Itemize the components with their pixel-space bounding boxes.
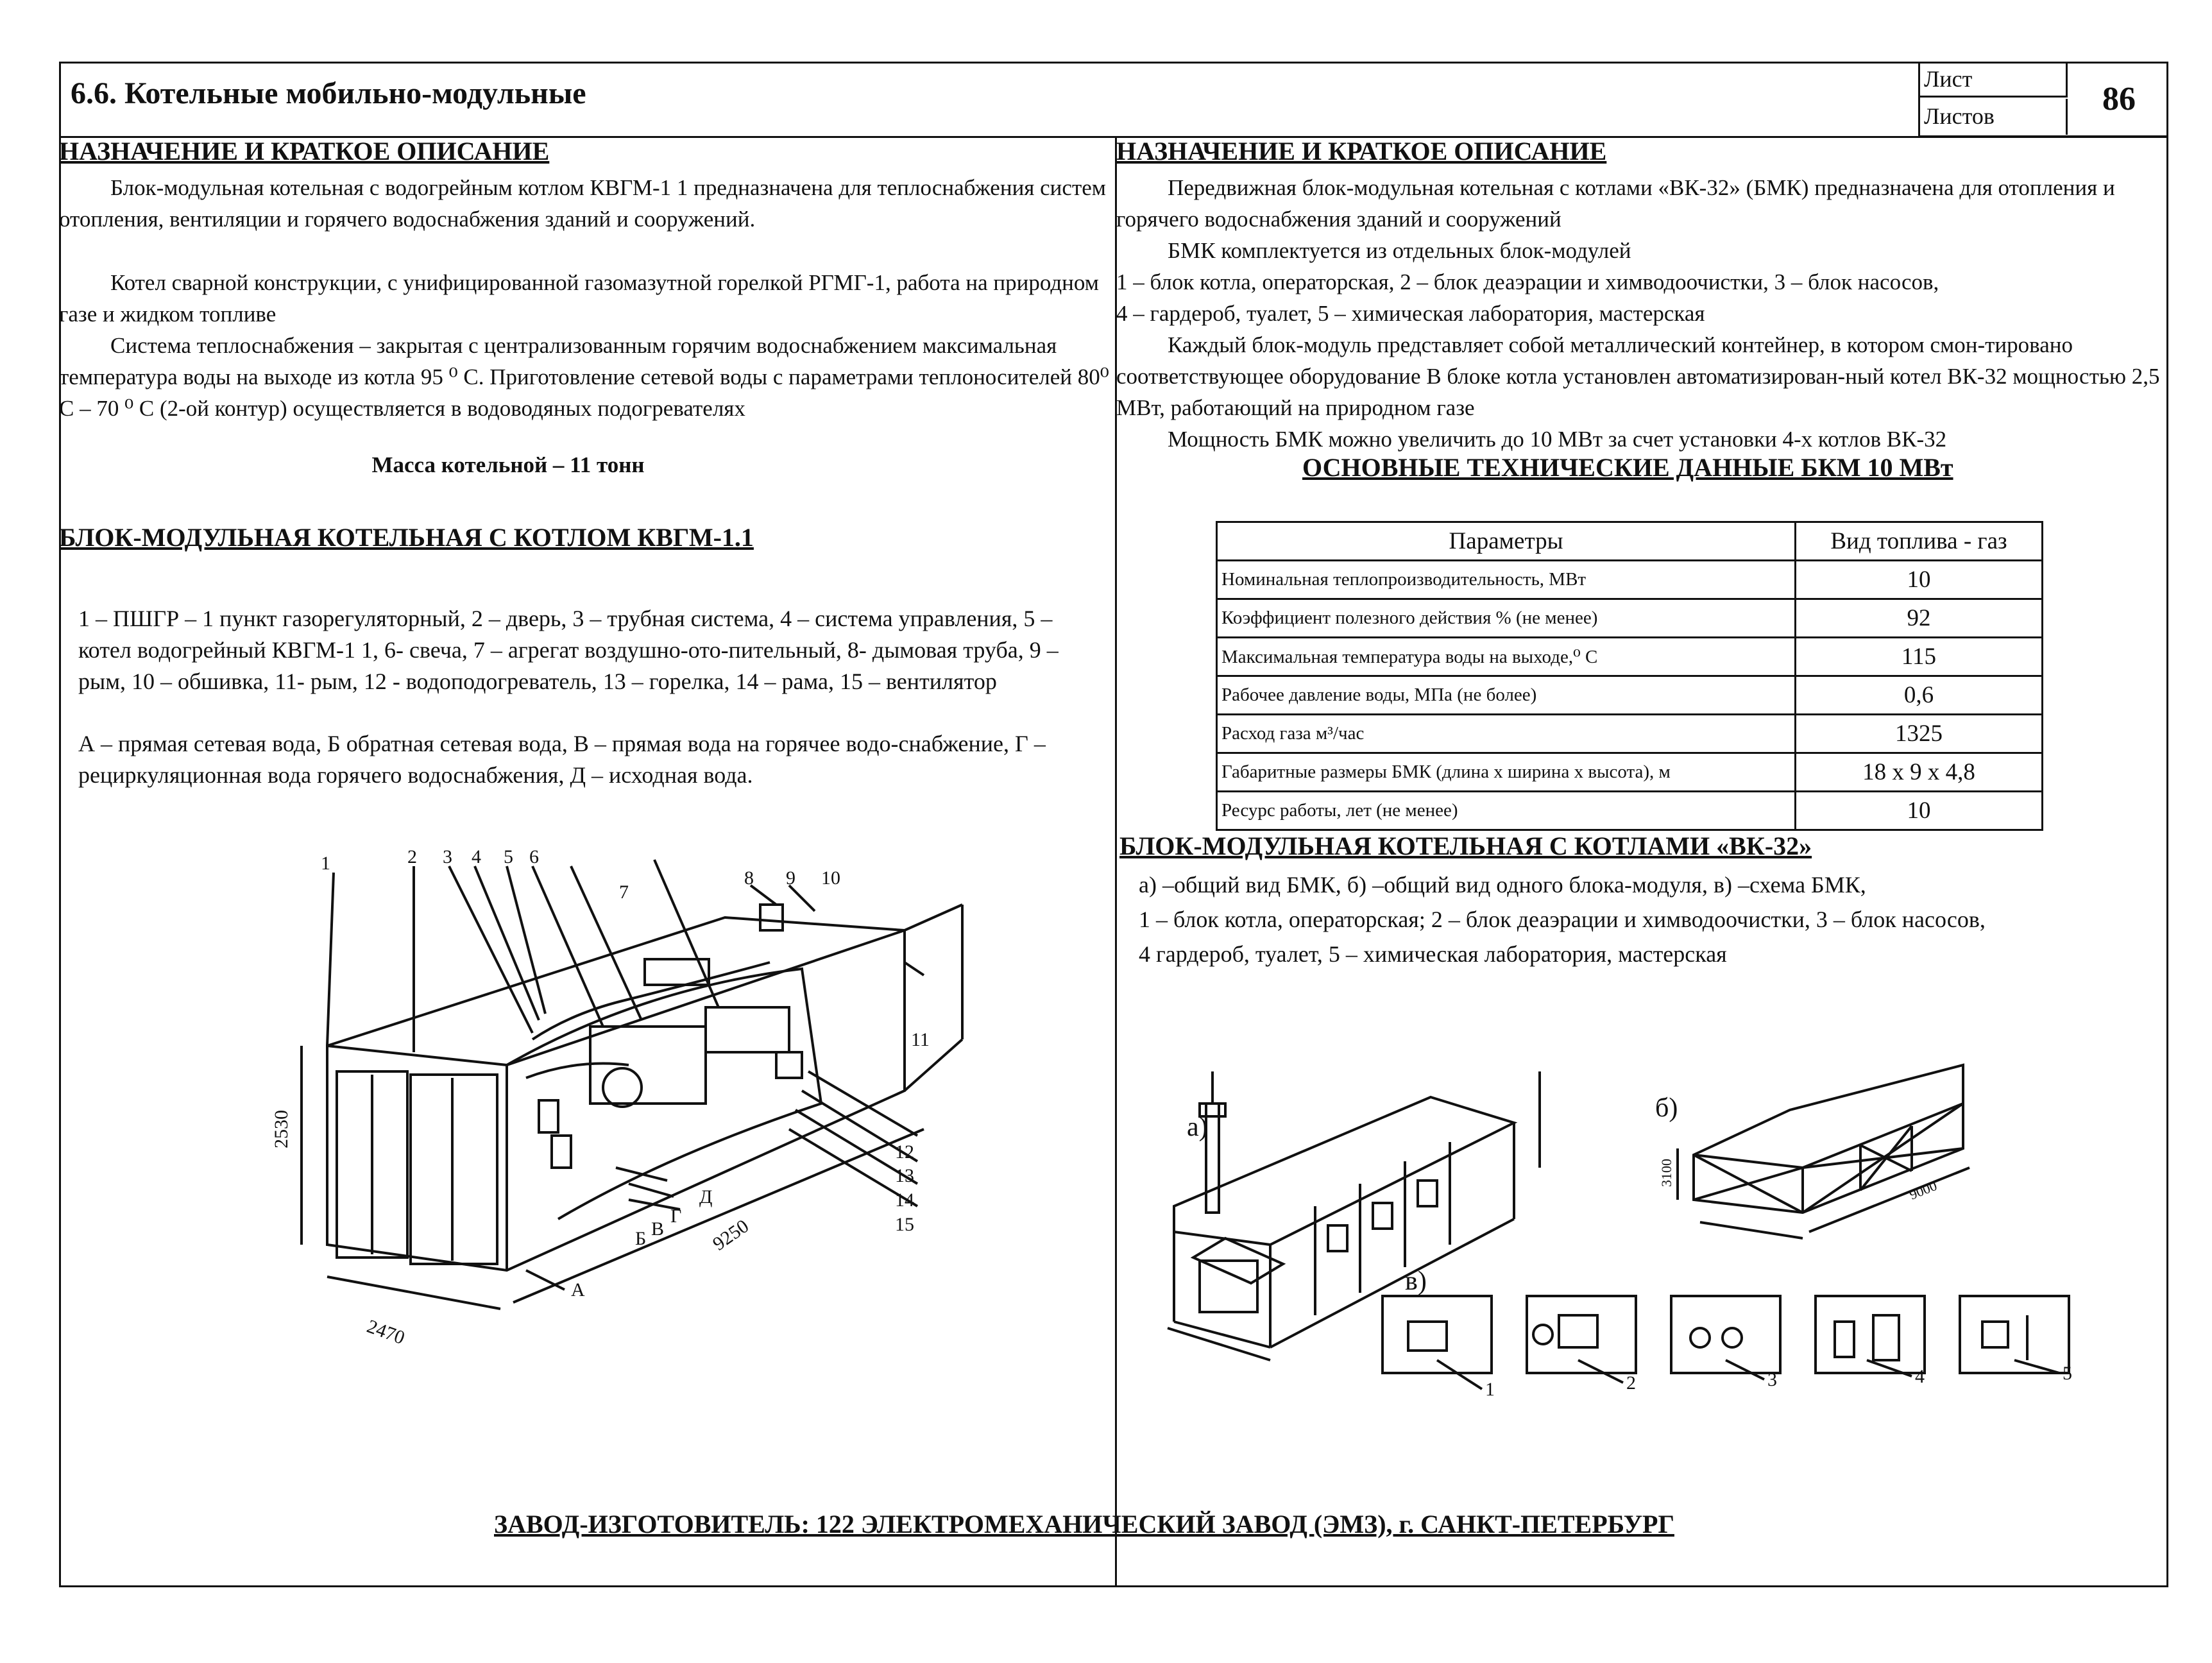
scheme-label-2: 2: [1626, 1372, 1636, 1394]
table-header-params: Параметры: [1217, 522, 1796, 561]
callout-15: 15: [895, 1214, 914, 1235]
label-a: а): [1187, 1113, 1208, 1142]
vk32-diagrams: [1155, 1039, 2117, 1399]
table-cell-value: 92: [1796, 599, 2043, 638]
sheet-info-box: [1918, 62, 2168, 137]
sheet-number: 86: [2102, 81, 2136, 117]
table-cell-param: Номинальная теплопроизводительность, МВт: [1217, 561, 1796, 599]
table-cell-param: Коэффициент полезного действия % (не менее): [1217, 599, 1796, 638]
table-cell-param: Габаритные размеры БМК (длина х ширина х высота), м: [1217, 753, 1796, 792]
tech-data-table: [1216, 521, 2043, 831]
callout-5: 5: [504, 846, 513, 867]
callout-9: 9: [786, 867, 795, 889]
table-row: [1217, 715, 2043, 753]
table-row: [1217, 792, 2043, 830]
table-row: [1217, 599, 2043, 638]
flow-g: Г: [670, 1206, 682, 1227]
boiler-mass: Масса котельной – 11 тонн: [371, 452, 645, 477]
callout-7: 7: [619, 882, 629, 903]
table-cell-param: Рабочее давление воды, МПа (не более): [1217, 676, 1796, 715]
left-paragraph-2: Котел сварной конструкции, с унифицированной газомазутной горелкой РГМГ-1, работа на природном газе и жидком топливе: [59, 270, 1099, 327]
right-paragraph-2: БМК комплектуется из отдельных блок-модулей: [1168, 238, 1631, 263]
vk32-caption-3: 4 гардероб, туалет, 5 – химическая лаборатория, мастерская: [1139, 941, 1727, 967]
page-title: 6.6. Котельные мобильно-модульные: [71, 76, 586, 110]
left-paragraph-3: Система теплоснабжения – закрытая с централизованным горячим водоснабжением максимальная температура воды на выходе из котла 95 ⁰ С. Приготовление сетевой воды с параметрами теплоносителей 80⁰ С – 70 ⁰ С (2-ой контур) осуществляется в водоводяных подогревателях: [59, 333, 1109, 421]
callout-2: 2: [407, 846, 417, 867]
scheme-label-5: 5: [2063, 1363, 2072, 1384]
callout-1: 1: [321, 853, 330, 874]
left-heading-description: НАЗНАЧЕНИЕ И КРАТКОЕ ОПИСАНИЕ: [59, 137, 550, 166]
table-cell-value: 18 х 9 х 4,8: [1796, 753, 2043, 792]
vk32-caption-1: а) –общий вид БМК, б) –общий вид одного блока-модуля, в) –схема БМК,: [1139, 872, 1866, 898]
callout-4: 4: [472, 846, 481, 867]
table-row: [1217, 753, 2043, 792]
table-cell-value: 1325: [1796, 715, 2043, 753]
flow-d: Д: [699, 1186, 713, 1207]
kvgm-boiler-diagram: [257, 846, 1026, 1373]
right-paragraph-3: 1 – блок котла, операторская, 2 – блок деаэрации и химводоочистки, 3 – блок насосов,: [1116, 269, 1939, 294]
kvgm-legend-flows: А – прямая сетевая вода, Б обратная сетевая вода, В – прямая вода на горячее водо-снабжение, Г – рециркуляционная вода горячего водоснабжения, Д – исходная вода.: [78, 731, 1046, 788]
callout-12: 12: [895, 1141, 914, 1163]
callout-8: 8: [744, 867, 754, 889]
sheets-label: Листов: [1920, 99, 2068, 135]
callout-6: 6: [529, 846, 539, 867]
label-b: б): [1655, 1093, 1678, 1123]
right-heading-description: НАЗНАЧЕНИЕ И КРАТКОЕ ОПИСАНИЕ: [1116, 137, 1607, 166]
callout-14: 14: [895, 1190, 914, 1211]
scheme-label-1: 1: [1485, 1379, 1495, 1400]
flow-b: Б: [635, 1228, 647, 1249]
table-row: [1217, 638, 2043, 676]
tech-data-heading: ОСНОВНЫЕ ТЕХНИЧЕСКИЕ ДАННЫЕ БКМ 10 МВт: [1302, 453, 1953, 482]
callout-13: 13: [895, 1165, 914, 1186]
right-paragraph-6: Мощность БМК можно увеличить до 10 МВт за счет установки 4-х котлов ВК-32: [1168, 427, 1947, 452]
dim-b-length: 9000: [1907, 1177, 1939, 1203]
table-cell-param: Ресурс работы, лет (не менее): [1217, 792, 1796, 830]
scheme-label-4: 4: [1915, 1366, 1925, 1387]
right-heading-vk32: БЛОК-МОДУЛЬНАЯ КОТЕЛЬНАЯ С КОТЛАМИ «ВК-32»: [1119, 832, 1812, 860]
callout-11: 11: [911, 1029, 930, 1050]
right-paragraph-1: Передвижная блок-модульная котельная с котлами «ВК-32» (БМК) предназначена для отопления и горячего водоснабжения зданий и сооружений: [1116, 175, 2115, 232]
table-cell-value: 10: [1796, 561, 2043, 599]
dim-width: 2470: [364, 1315, 408, 1349]
table-cell-param: Максимальная температура воды на выходе,⁰ С: [1217, 638, 1796, 676]
label-v: в): [1405, 1266, 1427, 1296]
callout-3: 3: [443, 846, 452, 867]
left-paragraph-1: Блок-модульная котельная с водогрейным котлом КВГМ-1 1 предназначена для теплоснабжения систем отопления, вентиляции и горячего водоснабжения зданий и сооружений.: [59, 175, 1106, 232]
flow-a: А: [571, 1279, 585, 1301]
dim-height: 2530: [271, 1110, 292, 1148]
flow-v: В: [651, 1218, 665, 1240]
table-cell-value: 115: [1796, 638, 2043, 676]
table-row: [1217, 561, 2043, 599]
table-cell-param: Расход газа м³/час: [1217, 715, 1796, 753]
vk32-caption-2: 1 – блок котла, операторская; 2 – блок деаэрации и химводоочистки, 3 – блок насосов,: [1139, 907, 1986, 932]
table-cell-value: 0,6: [1796, 676, 2043, 715]
dim-length: 9250: [709, 1215, 753, 1255]
kvgm-legend-parts: 1 – ПШГР – 1 пункт газорегуляторный, 2 – дверь, 3 – трубная система, 4 – система управления, 5 – котел водогрейный КВГМ-1 1, 6- свеча, 7 – агрегат воздушно-ото-пительный, 8- дымовая труба, 9 – рым, 10 – обшивка, 11- рым, 12 - водоподогреватель, 13 – горелка, 14 – рама, 15 – вентилятор: [78, 606, 1059, 694]
table-row: [1217, 676, 2043, 715]
callout-10: 10: [821, 867, 840, 889]
right-paragraph-5: Каждый блок-модуль представляет собой металлический контейнер, в котором смон-тировано соответствующее оборудование В блоке котла установлен автоматизирован-ный котел ВК-32 мощностью 2,5 МВт, работающий на природном газе: [1116, 332, 2160, 420]
sheet-label: Лист: [1920, 62, 2068, 98]
manufacturer-footer: ЗАВОД-ИЗГОТОВИТЕЛЬ: 122 ЭЛЕКТРОМЕХАНИЧЕСКИЙ ЗАВОД (ЭМЗ), г. САНКТ-ПЕТЕРБУРГ: [494, 1510, 1674, 1539]
table-header-fuel: Вид топлива - газ: [1796, 522, 2043, 561]
right-paragraph-4: 4 – гардероб, туалет, 5 – химическая лаборатория, мастерская: [1116, 301, 1705, 326]
scheme-label-3: 3: [1767, 1369, 1777, 1390]
table-cell-value: 10: [1796, 792, 2043, 830]
table-header-row: [1217, 522, 2043, 561]
left-heading-kvgm: БЛОК-МОДУЛЬНАЯ КОТЕЛЬНАЯ С КОТЛОМ КВГМ-1.1: [59, 523, 754, 552]
dim-b-height: 3100: [1658, 1159, 1674, 1187]
